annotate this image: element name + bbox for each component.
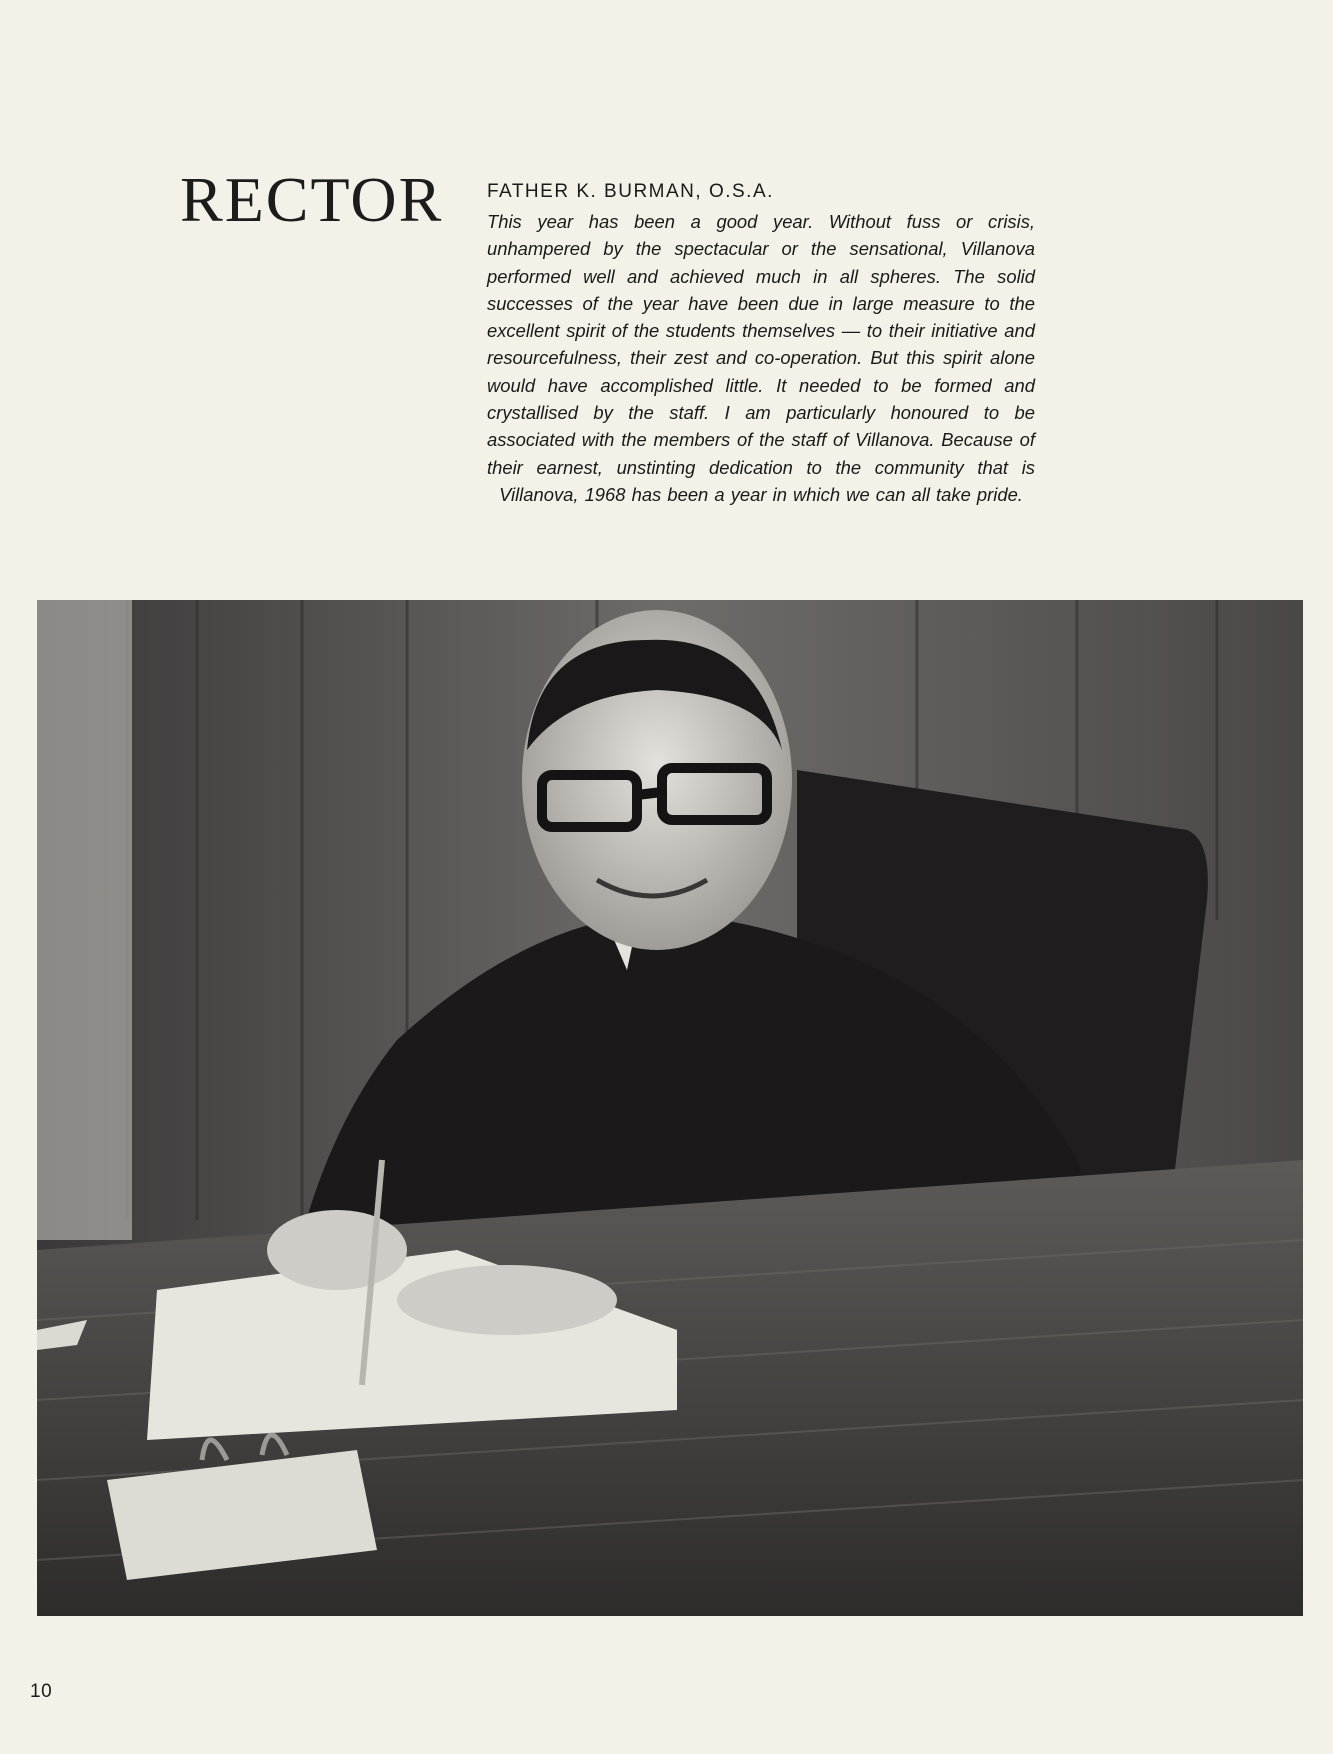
rector-article	[487, 180, 1035, 508]
page-number: 10	[30, 1681, 53, 1702]
article-body: This year has been a good year. Without fuss or crisis, unhampered by the spectacular or the sensational, Villanova performed well and achieved much in all spheres. The solid successes of the year have been due in large measure to the excellent spirit of the students themselves — to their initiative and resourcefulness, their zest and co-operation. But this spirit alone would have accomplished little. It needed to be formed and crystallised by the staff. I am particularly honoured to be associated with the members of the staff of Villanova. Because of their earnest, unstinting dedication to the community that is Villanova, 1968 has been a year in which we can all take pride.	[487, 211, 1035, 505]
photograph-illustration	[37, 600, 1303, 1616]
article-byline: FATHER K. BURMAN, O.S.A.	[487, 181, 774, 202]
rector-photograph	[37, 600, 1303, 1616]
section-title: RECTOR	[180, 164, 444, 235]
